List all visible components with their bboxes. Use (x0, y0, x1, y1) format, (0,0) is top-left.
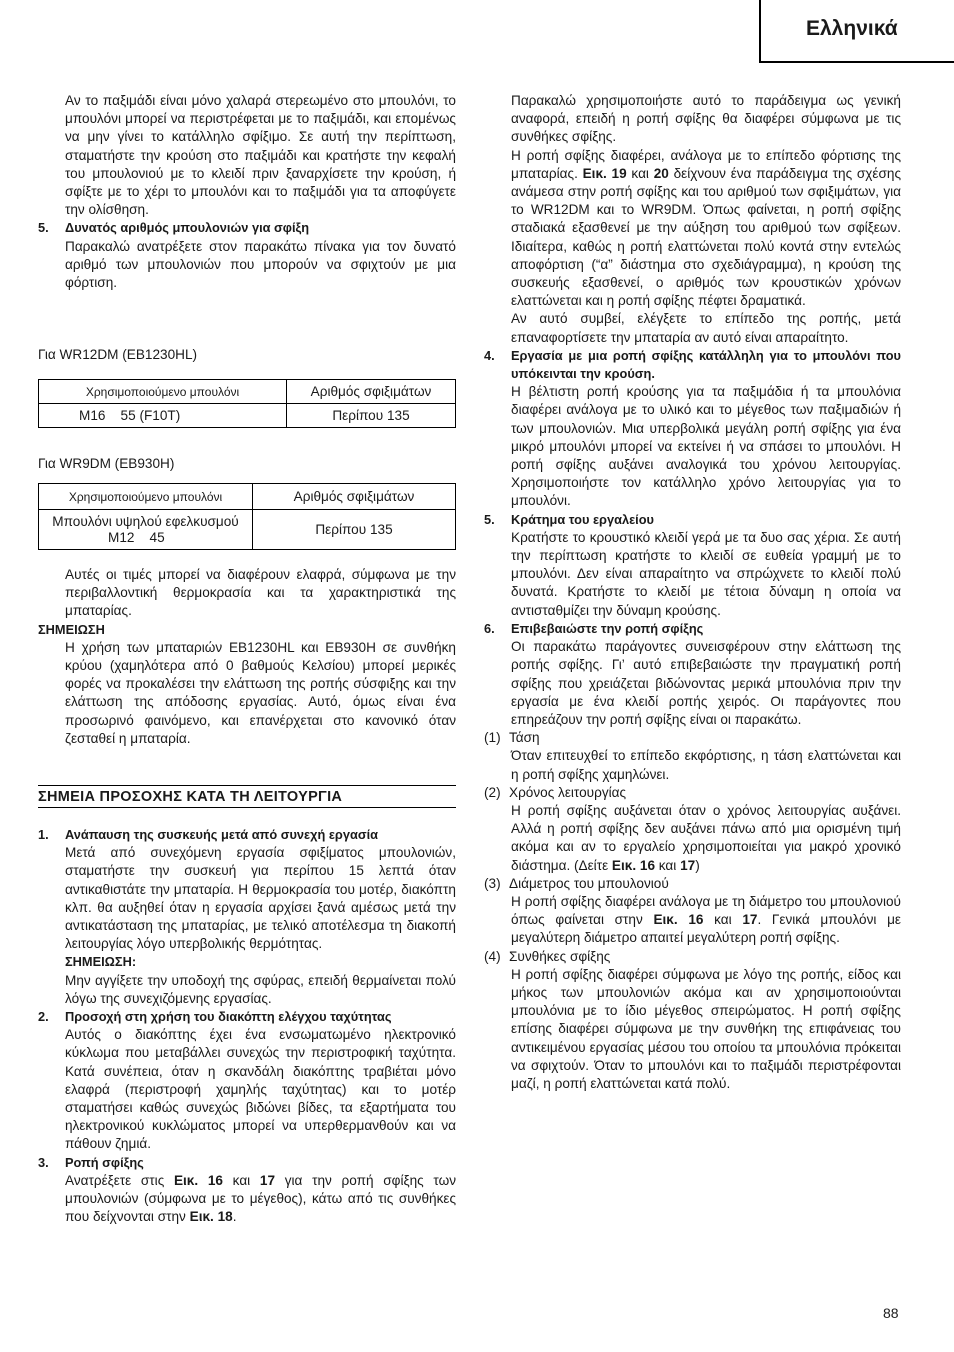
table2-header-count: Αριθμός σφιξιμάτων (253, 484, 456, 510)
left-column (38, 92, 456, 292)
left-column-lower (38, 566, 456, 748)
table2-bolt-value: Μπουλόνι υψηλού εφελκυσμού M12 45 (39, 510, 253, 550)
factor1-text: Όταν επιτευχθεί το επίπεδο εκφόρτισης, η τάση ελαττώνεται και η ροπή σφίξης χαμηλώνει. (511, 748, 901, 782)
note-label: ΣΗΜΕΙΩΣΗ (38, 621, 105, 637)
precaution5-heading: 5. Κράτημα του εργαλείου (484, 511, 654, 527)
precaution2-text: Αυτός ο διακόπτης έχει ένα ενσωματωμένο ηλεκτρονικό κύκλωμα που μεταβάλλει συνεχώς την περιστροφική ταχύτητα. Κατά συνέπεια, όταν η σκανδάλη διακόπτης τραβιέται μόνο ελαφρά (περιστροφή χαμηλής ταχύτητας) και το μοτέρ σταματήσει καθώς συνεχώς βιδώνει βίδες, τα εξαρτήματα του ηλεκτρονικού κυκλώματος μπορεί να υπερθερμανθούν και να πάθουν ζημιά. (65, 1027, 456, 1152)
table1-caption: Για WR12DM (EB1230HL) (38, 347, 198, 362)
precaution4-heading: 4. Εργασία με μια ροπή σφίξης κατάλληλη για το μπουλόνι που υπόκεινται την κρούση. (484, 347, 901, 382)
table1 (38, 379, 456, 428)
table1-header-count: Αριθμός σφιξιμάτων (287, 380, 456, 404)
factor2-heading: (2) Χρόνος λειτουργίας (484, 784, 627, 800)
section-title: ΣΗΜΕΙΑ ΠΡΟΣΟΧΗΣ ΚΑΤΑ ΤΗ ΛΕΙΤΟΥΡΓΙΑ (38, 785, 456, 808)
right-column (484, 92, 901, 1093)
page-number: 88 (883, 1305, 899, 1321)
precaution2-heading: 2. Προσοχή στη χρήση του διακόπτη ελέγχου ταχύτητας (38, 1009, 392, 1025)
precaution1-text: Μετά από συνεχόμενη εργασία σφιξίματος μπουλονιών, σταματήστε την συσκευή για περίπου 15 λεπτά όταν αντικαθιστάτε την μπαταρία. Η θερμοκρασία του μοτέρ, διακόπτη κλπ. θα αυξηθεί όταν η εργασία αρχίσει ξανά αμέσως μετά την αντικατάσταση της μπαταρίας, με τελικό αποτέλεσμα τη διακοπή λειτουργίας λόγο υπερβολικής θερμότητας. (65, 845, 456, 952)
table2-header-bolt: Χρησιμοποιούμενο μπουλόνι (39, 484, 253, 510)
right-p2: Η ροπή σφίξης διαφέρει, ανάλογα με το επίπεδο φόρτισης της μπαταρίας. Εικ. 19 και 20 δείχνουν ένα παράδειγμα της σχέσης ανάμεσα στην ροπή σφίξης και του αριθμού των σφιξιμάτων, για το WR12DM και το WR9DM. Όπως φαίνεται, η ροπή σφίξης σταδιακά εξασθενεί με την αύξηση του αριθμού των σφίξεων. Ιδιαίτερα, καθώς η ροπή ελαττώνεται πολύ κοντά στην εντελώς αποφόρτιση (“α” διάστημα στο σχεδιάγραμμα), η κρούση της συσκευής εξασθενεί, ο αριθμός των κρουστικών χρόνων ελαττώνεται και η ροπή σφίξης πέφτει δραματικά. (511, 147, 901, 309)
precaution3-heading: 3. Ροπή σφίξης (38, 1154, 144, 1170)
precaution1-heading: 1. Ανάπαυση της συσκευής μετά από συνεχή εργασία (38, 827, 379, 842)
table1-bolt-value: M16 55 (F10T) (39, 404, 287, 428)
factor4-text: Η ροπή σφίξης διαφέρει σύμφωνα με λόγο της ροπής, είδος και μήκος των μπουλονιών ακόμα και αν χρησιμοποιούνται μπουλόνια με το ίδιο μέγεθος σπειρώματος. Η ροπή σφίξης επίσης διαφέρει σύμφωνα με την συνθήκη της επιφάνειας του αντικειμένου εργασίας μέσου του οποίου τα μπουλόνια πρόκειται να σφιχτούν. Όταν το μπουλόνι και το παξιμάδι περιστρέφονται μαζί, η ροπή ελαττώνεται κατά πολύ. (511, 966, 901, 1091)
factor2-text: Η ροπή σφίξης αυξάνεται όταν ο χρόνος λειτουργίας αυξάνει. Αλλά η ροπή σφίξης δεν αυξάνει πάνω από μια ορισμένη τιμή ακόμα και αν το εργαλείο χρησιμοποιείται για μακρό χρονικό διάστημα. (Δείτε Εικ. 16 και 17) (511, 802, 901, 873)
table1-header-bolt: Χρησιμοποιούμενο μπουλόνι (39, 380, 287, 404)
precaution1-note-text: Μην αγγίξετε την υποδοχή της σφύρας, επειδή θερμαίνεται πολύ λόγω της συνεχιζόμενης εργασίας. (65, 972, 456, 1006)
precaution5-text: Κρατήστε το κρουστικό κλειδί γερά με τα δυο σας χέρια. Σε αυτή την περίπτωση κρατήστε το κλειδί σε ευθεία γραμμή με το μπουλόνι. Δεν είναι απαραίτητο να σπρώχνετε το κλειδί πολύ δυνατά. Κρατήστε το κλειδί με τέτοια δύναμη η οποία να αντισταθμίζει την δύναμη κρούσης. (511, 529, 901, 618)
precaution6-text: Οι παρακάτω παράγοντες συνεισφέρουν στην ελάττωση της ροπής σφίξης. Γι’ αυτό επιβεβαιώστε την πραγματική ροπή σφίξης που χρειάζεται βιδώνοντας μερικά μπουλόνια πριν την εργασία με ένα κλειδί ροπής χειρός. Οι παράγοντες που επηρεάζουν την ροπή σφίξης είναι οι παρακάτω. (511, 639, 901, 727)
item5-text: Παρακαλώ ανατρέξετε στον παρακάτω πίνακα για τον δυνατό αριθμό των μπουλονιών που μπορούν να σφιχτούν με μια φόρτιση. (65, 238, 456, 291)
factor3-heading: (3) Διάμετρος του μπουλονιού (484, 875, 669, 891)
precaution3-text: Ανατρέξετε στις Εικ. 16 και 17 για την ροπή σφίξης των μπουλονιών (σύμφωνα με το μέγεθος), κάτω από τις συνθήκες που δείχνονται στην Εικ. 18. (65, 1172, 456, 1225)
table2-count-value: Περίπου 135 (253, 510, 456, 550)
left-column-precautions (38, 826, 456, 1226)
note-text: Η χρήση των μπαταριών EB1230HL και EB930H σε συνθήκη κρύου (χαμηλότερα από 0 βαθμούς Κελσίου) μπορεί μερικές φορές να προκαλέσει την ελάττωση της ροπής σύσφιξης και την ελάττωση της απόδοσης εργασίας. Αυτό, όμως είναι ένα προσωρινό φαινόμενο, και επανέρχεται στο κανονικό όταν ζεσταθεί η μπαταρία. (65, 639, 456, 746)
right-p3: Αν αυτό συμβεί, ελέγξετε το επίπεδο της ροπής, μετά επαναφορτίσετε την μπαταρία αν αυτό είναι απαραίτητο. (511, 311, 901, 345)
after-tables-text: Αυτές οι τιμές μπορεί να διαφέρουν ελαφρά, σύμφωνα με την περιβαλλοντική θερμοκρασία και τα χαρακτηριστικά της μπαταρίας. (65, 567, 456, 619)
table1-count-value: Περίπου 135 (287, 404, 456, 428)
intro-paragraph: Αν το παξιμάδι είναι μόνο χαλαρά στερεωμένο στο μπουλόνι, το μπουλόνι μπορεί να περιστρέφεται με το παξιμάδι, και επομένως να μην γίνει το κατάλληλο σφίξιμο. Σε αυτή την περίπτωση, σταματήστε την κρούση στο παξιμάδι και κρατήστε την κεφαλή του μπουλονιού με το κλειδί πριν ξαναρχίσετε την κρούση, ή σφίξτε με το χέρι το μπουλόνι και το παξιμάδι για τα αποφύγετε την ολίσθηση. (65, 93, 456, 218)
table2 (38, 483, 456, 550)
factor1-heading: (1) Τάση (484, 730, 540, 746)
right-p1: Παρακαλώ χρησιμοποιήστε αυτό το παράδειγμα ως γενική αναφορά, επειδή η ροπή σφίξης θα διαφέρει σύμφωνα με τις συνθήκες σφίξης. (511, 93, 901, 145)
precaution4-text: Η βέλτιστη ροπή κρούσης για τα παξιμάδια ή τα μπουλόνια διαφέρει ανάλογα με το υλικό και το μέγεθος των παξιμαδιών ή των μπουλονιών. Μια υπερβολικά μεγάλη ροπή σφίξης για ένα μικρό μπουλόνι μπορεί να εκτείνει ή να σπάσει το μπουλόνι. Η ροπή σφίξης αυξάνει αναλογικά του χρόνου λειτουργίας. Χρησιμοποιήστε τον κατάλληλο χρόνο λειτουργίας για το μπουλόνι. (511, 384, 901, 509)
language-label: Ελληνικά (806, 17, 898, 40)
table2-caption: Για WR9DM (EB930H) (38, 456, 175, 471)
language-tab (759, 0, 954, 63)
precaution1-note-label: ΣΗΜΕΙΩΣΗ: (65, 954, 137, 970)
item5-heading: 5. Δυνατός αριθμός μπουλονιών για σφίξη (38, 220, 310, 236)
factor4-heading: (4) Συνθήκες σφίξης (484, 948, 611, 964)
precaution6-heading: 6. Επιβεβαιώστε την ροπή σφίξης (484, 620, 704, 636)
factor3-text: Η ροπή σφίξης διαφέρει ανάλογα με τη διάμετρο του μπουλονιού όπως φαίνεται στην Εικ. 16 και 17. Γενικά μπουλόνι με μεγαλύτερη διάμετρο απαιτεί μεγαλύτερη ροπή σφίξης. (511, 893, 901, 946)
